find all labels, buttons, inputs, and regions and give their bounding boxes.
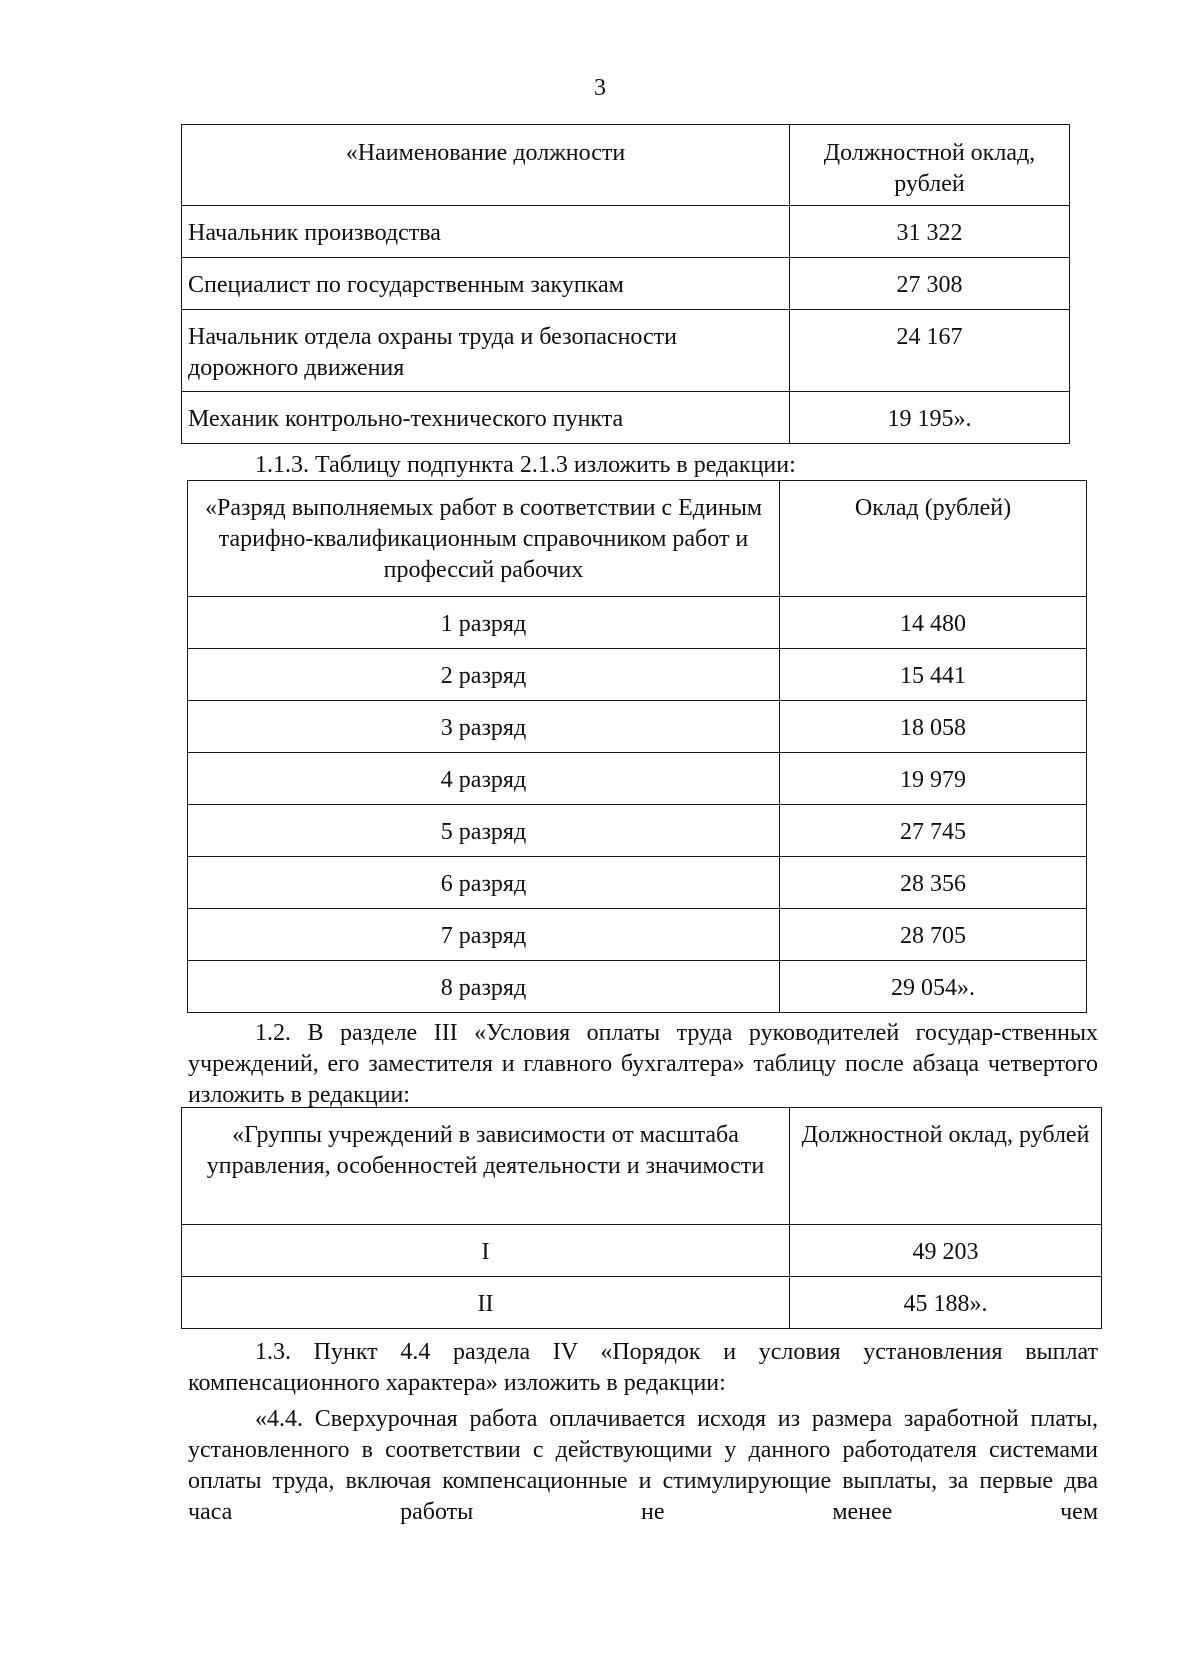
salary-value: 49 203 [790, 1225, 1102, 1277]
page-number: 3 [594, 75, 606, 101]
grade-name: 1 разряд [188, 597, 780, 649]
paragraph-1-3: 1.3. Пункт 4.4 раздела IV «Порядок и условия установления выплат компенсационного характера» изложить в редакции: [188, 1339, 1098, 1396]
grade-name: 7 разряд [188, 909, 780, 961]
table-row [188, 597, 1087, 649]
salary-value: 18 058 [780, 701, 1087, 753]
table-header-row [188, 481, 1087, 597]
header-salary: Должностной оклад, рублей [790, 125, 1070, 206]
grade-name: 6 разряд [188, 857, 780, 909]
salary-value: 24 167 [790, 310, 1070, 392]
table-row [188, 857, 1087, 909]
position-name: Специалист по государственным закупкам [182, 258, 790, 310]
table-header-row [182, 125, 1070, 206]
grade-name: 4 разряд [188, 753, 780, 805]
grade-name: 8 разряд [188, 961, 780, 1013]
header-salary: Должностной оклад, рублей [790, 1108, 1102, 1225]
table-row [188, 961, 1087, 1013]
paragraph-1-1-3: 1.1.3. Таблицу подпункта 2.1.3 изложить в редакции: [255, 452, 796, 478]
paragraph-4-4: «4.4. Сверхурочная работа оплачивается исходя из размера заработной платы, установленного в соответствии с действующими у данного работодателя системами оплаты труда, включая компенсационные и стимулирующие выплаты, за первые два часа работы не менее чем [188, 1406, 1098, 1525]
position-name: Начальник производства [182, 206, 790, 258]
table-row [188, 805, 1087, 857]
group-name: II [182, 1277, 790, 1329]
salary-value: 19 979 [780, 753, 1087, 805]
salary-value: 31 322 [790, 206, 1070, 258]
position-name: Механик контрольно-технического пункта [182, 392, 790, 444]
salary-value: 27 745 [780, 805, 1087, 857]
institution-groups-salary-table [181, 1107, 1102, 1329]
table-row [188, 753, 1087, 805]
table-row [188, 909, 1087, 961]
paragraph-1-2: 1.2. В разделе III «Условия оплаты труда руководителей государ-ственных учреждений, его заместителя и главного бухгалтера» таблицу после абзаца четвертого изложить в редакции: [188, 1020, 1098, 1108]
header-institution-group: «Группы учреждений в зависимости от масштаба управления, особенностей деятельности и значимости [182, 1108, 790, 1225]
table-row [188, 701, 1087, 753]
salary-value: 29 054». [780, 961, 1087, 1013]
table-header-row [182, 1108, 1102, 1225]
header-position-name: «Наименование должности [182, 125, 790, 206]
header-grade: «Разряд выполняемых работ в соответствии с Единым тарифно-квалификационным справочником работ и профессий рабочих [188, 481, 780, 597]
salary-value: 28 705 [780, 909, 1087, 961]
table-row [182, 206, 1070, 258]
salary-value: 15 441 [780, 649, 1087, 701]
table-row [182, 310, 1070, 392]
salary-value: 45 188». [790, 1277, 1102, 1329]
grade-name: 2 разряд [188, 649, 780, 701]
grade-name: 3 разряд [188, 701, 780, 753]
salary-value: 27 308 [790, 258, 1070, 310]
position-name: Начальник отдела охраны труда и безопасности дорожного движения [182, 310, 790, 392]
group-name: I [182, 1225, 790, 1277]
table-row [182, 258, 1070, 310]
salary-value: 28 356 [780, 857, 1087, 909]
salary-value: 19 195». [790, 392, 1070, 444]
salary-value: 14 480 [780, 597, 1087, 649]
grade-salary-table [187, 480, 1087, 1013]
grade-name: 5 разряд [188, 805, 780, 857]
table-row [182, 1277, 1102, 1329]
table-row [188, 649, 1087, 701]
header-salary: Оклад (рублей) [780, 481, 1087, 597]
table-row [182, 1225, 1102, 1277]
positions-salary-table [181, 124, 1070, 444]
table-row [182, 392, 1070, 444]
